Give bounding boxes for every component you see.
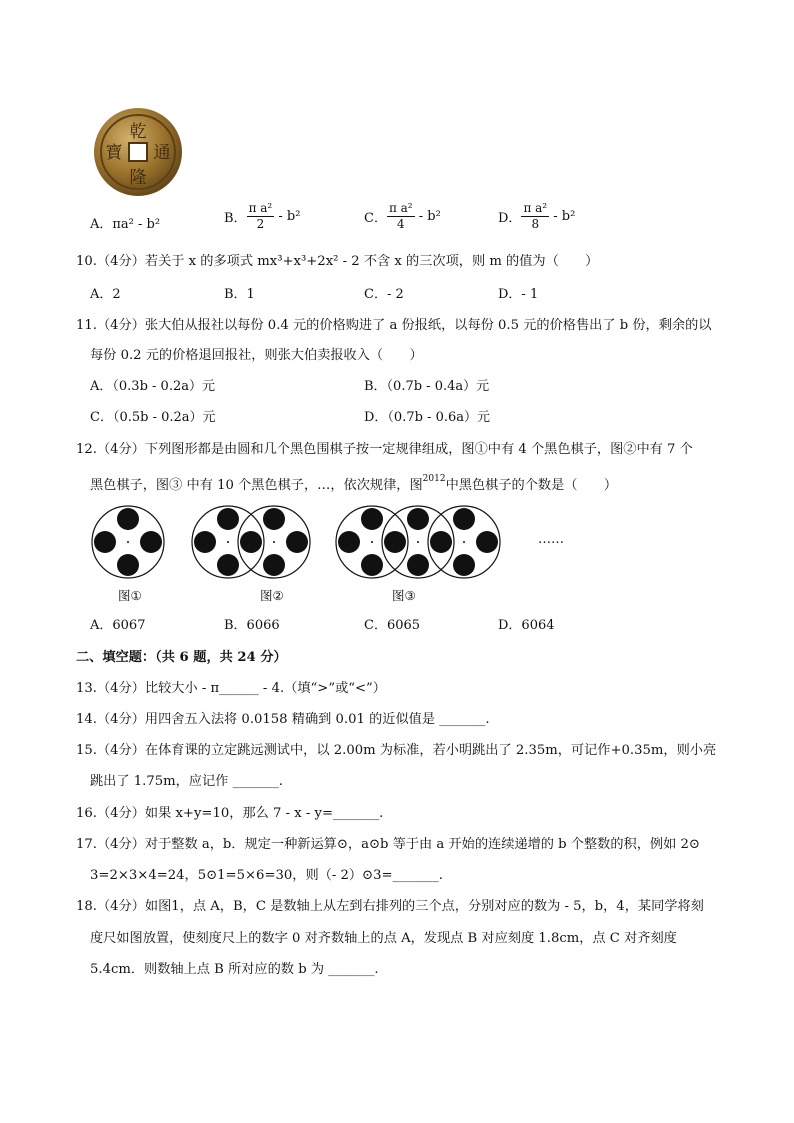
q11-option-c: C．（0.5b - 0.2a）元 bbox=[90, 410, 216, 425]
q9-option-c-fraction bbox=[387, 201, 415, 232]
q9-option-b-denominator: 2 bbox=[256, 217, 265, 231]
figure-2 bbox=[192, 506, 310, 578]
q12-stem-line2 bbox=[90, 474, 617, 493]
q17-line2: 3=2×3×4=24，5⊙1=5×6=30，则（- 2）⊙3=_______. bbox=[90, 868, 443, 883]
q12-stem-line2-b: 中黑色棋子的个数是（ ） bbox=[445, 478, 618, 493]
q9-option-c-denominator: 4 bbox=[396, 217, 405, 231]
q10-option-d: D．- 1 bbox=[498, 287, 539, 302]
q9-option-d bbox=[498, 201, 575, 232]
coin-char-right: 通 bbox=[153, 143, 171, 163]
q12-stem-line2-a: 黑色棋子，图③ 中有 10 个黑色棋子，…，依次规律，图 bbox=[90, 478, 423, 493]
q12-figures bbox=[88, 502, 608, 588]
q9-option-c-numerator: π a² bbox=[388, 201, 413, 215]
coin-char-bottom: 隆 bbox=[129, 168, 147, 188]
q10-stem: 10.（4分）若关于 x 的多项式 mx³+x³+2x² - 2 不含 x 的三次项，则 m 的值为（ ） bbox=[76, 254, 599, 269]
q9-option-c bbox=[364, 201, 441, 232]
figure-1-label: 图① bbox=[118, 588, 142, 603]
q9-option-d-label: D． bbox=[498, 211, 522, 226]
figure-3 bbox=[336, 506, 500, 578]
q18-line2: 度尺如图放置，使刻度尺上的数字 0 对齐数轴上的点 A，发现点 B 对应刻度 1.8cm，点 C 对齐刻度 bbox=[90, 931, 677, 946]
q15-line1: 15.（4分）在体育课的立定跳远测试中，以 2.00m 为标准，若小明跳出了 2.35m，可记作+0.35m，则小亮 bbox=[76, 743, 717, 758]
section-heading-fill-in: 二、填空题：（共 6 题，共 24 分） bbox=[76, 650, 287, 665]
q12-circled-2012: 2012 bbox=[422, 474, 446, 484]
q9-option-a bbox=[90, 213, 160, 232]
q9-option-b-tail: - b² bbox=[274, 209, 301, 224]
q12-option-a: A．6067 bbox=[90, 618, 146, 633]
q9-option-a-text: πa² - b² bbox=[112, 217, 161, 232]
q9-option-b-fraction bbox=[247, 201, 275, 232]
q11-option-a: A．（0.3b - 0.2a）元 bbox=[90, 379, 215, 394]
q9-option-d-tail: - b² bbox=[549, 209, 576, 224]
q9-option-a-label: A． bbox=[90, 217, 113, 232]
coin-char-left: 寶 bbox=[105, 143, 123, 163]
q11-option-d: D．（0.7b - 0.6a）元 bbox=[364, 410, 491, 425]
q14-text: 14.（4分）用四舍五入法将 0.0158 精确到 0.01 的近似值是 _______. bbox=[76, 712, 490, 727]
q18-line3: 5.4cm．则数轴上点 B 所对应的数 b 为 _______. bbox=[90, 962, 379, 977]
q10-option-c: C．- 2 bbox=[364, 287, 404, 302]
q9-option-d-fraction bbox=[521, 201, 549, 232]
q11-option-b: B．（0.7b - 0.4a）元 bbox=[364, 379, 490, 394]
q9-option-b-label: B． bbox=[224, 211, 247, 226]
q9-option-b bbox=[224, 201, 300, 232]
q11-stem-line2: 每份 0.2 元的价格退回报社，则张大伯卖报收入（ ） bbox=[90, 348, 423, 363]
q9-option-d-denominator: 8 bbox=[531, 217, 540, 231]
q10-option-a: A．2 bbox=[90, 287, 121, 302]
q13-text: 13.（4分）比较大小 - π______ - 4.（填“>”或“<”） bbox=[76, 681, 386, 696]
q12-option-b: B．6066 bbox=[224, 618, 280, 633]
q12-ellipsis: …… bbox=[538, 532, 564, 547]
q17-line1: 17.（4分）对于整数 a，b．规定一种新运算⊙，a⊙b 等于由 a 开始的连续递增的 b 个整数的积，例如 2⊙ bbox=[76, 837, 700, 852]
q9-option-c-label: C． bbox=[364, 211, 387, 226]
q15-line2: 跳出了 1.75m，应记作 _______. bbox=[90, 774, 283, 789]
q16-text: 16.（4分）如果 x+y=10，那么 7 - x - y=_______. bbox=[76, 806, 384, 821]
q18-line1: 18.（4分）如图1，点 A，B，C 是数轴上从左到右排列的三个点，分别对应的数为 - 5，b，4，某同学将刻 bbox=[76, 899, 704, 914]
q12-stem-line1: 12.（4分）下列图形都是由圆和几个黑色围棋子按一定规律组成，图①中有 4 个黑色棋子，图②中有 7 个 bbox=[76, 442, 693, 457]
q9-option-c-tail: - b² bbox=[414, 209, 441, 224]
coin-char-top: 乾 bbox=[129, 122, 147, 142]
q9-option-d-numerator: π a² bbox=[523, 201, 548, 215]
coin-image bbox=[92, 106, 184, 202]
q9-option-b-numerator: π a² bbox=[248, 201, 273, 215]
figure-2-label: 图② bbox=[260, 588, 284, 603]
figure-1 bbox=[92, 506, 164, 578]
q11-stem-line1: 11.（4分）张大伯从报社以每份 0.4 元的价格购进了 a 份报纸，以每份 0.5 元的价格售出了 b 份，剩余的以 bbox=[76, 318, 712, 333]
figure-3-label: 图③ bbox=[392, 588, 416, 603]
q12-option-c: C．6065 bbox=[364, 618, 421, 633]
q10-option-b: B．1 bbox=[224, 287, 255, 302]
q12-option-d: D．6064 bbox=[498, 618, 555, 633]
